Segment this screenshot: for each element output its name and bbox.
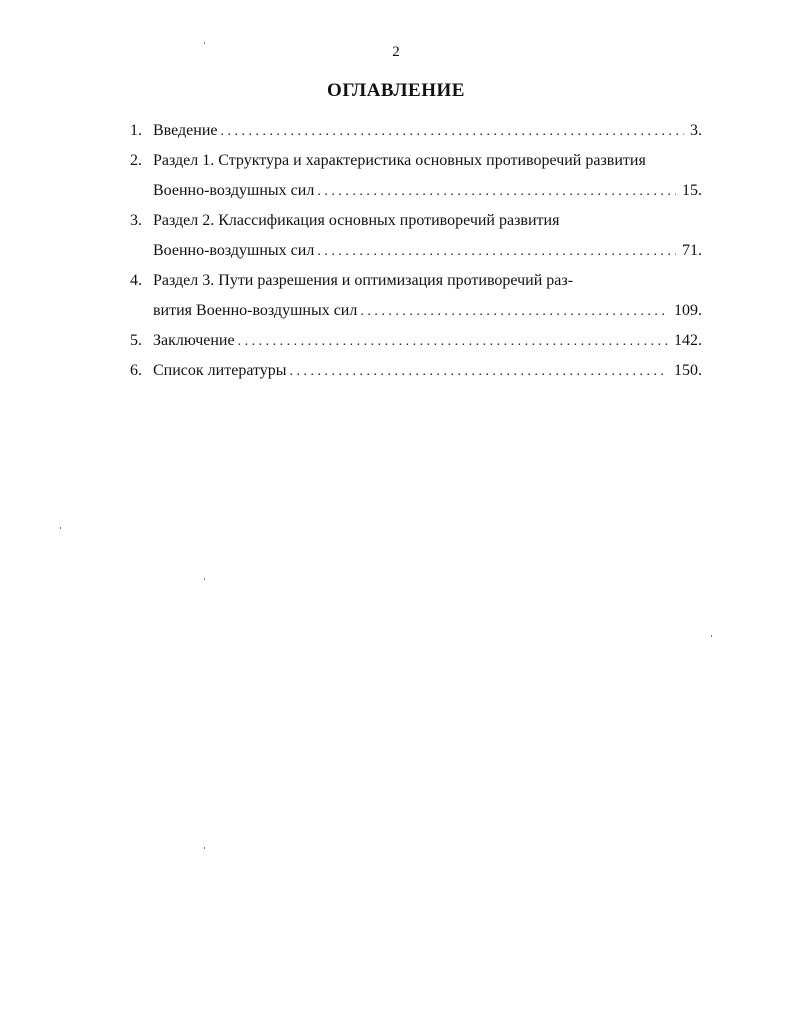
toc-entry-5[interactable] (130, 332, 702, 362)
entry-number: 3. (130, 212, 142, 229)
scan-speck (204, 578, 205, 580)
scan-speck (711, 635, 712, 637)
page-number: 2 (392, 44, 400, 60)
entry-number: 4. (130, 272, 142, 289)
entry-page: 150. (674, 362, 702, 379)
entry-page: 3. (690, 122, 702, 139)
dot-leader (317, 244, 676, 260)
toc-entry-2-line-1[interactable] (130, 152, 702, 182)
entry-page: 142. (674, 332, 702, 349)
entry-title: Раздел 3. Пути разрешения и оптимизация противоречий раз- (153, 272, 574, 289)
entry-page: 15. (682, 182, 702, 199)
toc-entry-2-line-2[interactable] (130, 182, 702, 212)
toc-entry-3-line-1[interactable] (130, 212, 702, 242)
table-of-contents (130, 122, 702, 392)
scan-speck (204, 847, 205, 849)
entry-page: 109. (674, 302, 702, 319)
toc-entry-6[interactable] (130, 362, 702, 392)
entry-page: 71. (682, 242, 702, 259)
entry-number: 1. (130, 122, 142, 139)
dot-leader (221, 124, 685, 140)
dot-leader (238, 334, 668, 350)
toc-entry-3-line-2[interactable] (130, 242, 702, 272)
toc-entry-1[interactable] (130, 122, 702, 152)
entry-title: Заключение (153, 332, 235, 349)
toc-entry-4-line-1[interactable] (130, 272, 702, 302)
entry-number: 6. (130, 362, 142, 379)
page-title: ОГЛАВЛЕНИЕ (327, 80, 465, 101)
dot-leader (360, 304, 668, 320)
dot-leader (317, 184, 676, 200)
entry-number: 2. (130, 152, 142, 169)
scan-speck (204, 42, 205, 44)
dot-leader (290, 364, 668, 380)
entry-number: 5. (130, 332, 142, 349)
entry-title-continued: вития Военно-воздушных сил (153, 302, 358, 319)
entry-title: Список литературы (153, 362, 287, 379)
entry-title-continued: Военно-воздушных сил (153, 182, 315, 199)
entry-title: Введение (153, 122, 218, 139)
entry-title: Раздел 1. Структура и характеристика основных противоречий развития (153, 152, 646, 169)
entry-title-continued: Военно-воздушных сил (153, 242, 315, 259)
scan-speck (60, 527, 61, 529)
toc-entry-4-line-2[interactable] (130, 302, 702, 332)
entry-title: Раздел 2. Классификация основных противоречий развития (153, 212, 560, 229)
